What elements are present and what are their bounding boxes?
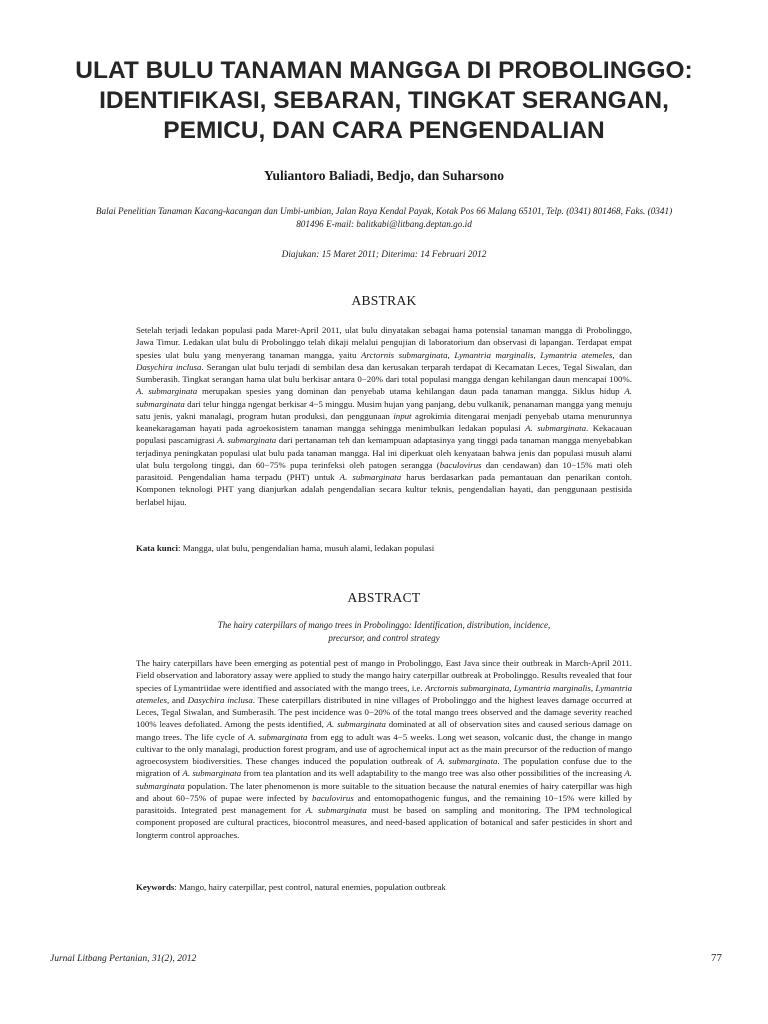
abstrak-heading: ABSTRAK [351,293,417,308]
page-number: 77 [711,952,722,964]
keywords-label: Kata kunci [136,543,179,553]
keywords-list: : Mango, hairy caterpillar, pest control, natural enemies, population outbreak [174,882,446,892]
keywords-label: Keywords [136,882,175,892]
keywords-en [136,881,632,893]
abstract-heading: ABSTRACT [347,590,421,605]
journal-citation: Jurnal Litbang Pertanian, 31(2), 2012 [50,954,197,964]
affiliation-line: Balai Penelitian Tanaman Kacang-kacangan dan Umbi-umbian, Jalan Raya Kendal Payak, Kotak Pos 66 Malang 65101, Telp. (0341) 801468, Faks. (0341) [95,206,673,216]
authors: Yuliantoro Baliadi, Bedjo, dan Suharsono [263,168,505,183]
english-title [136,619,632,644]
title-line: PEMICU, DAN CARA PENGENDALIAN [163,117,605,144]
english-title-line: The hairy caterpillars of mango trees in Probolinggo: Identification, distribution, incidence, [217,620,551,630]
affiliation-line: 801496 E-mail: balitkabi@litbang.deptan.go.id [296,219,472,229]
abstract-body: The hairy caterpillars have been emerging as potential pest of mango in Probolinggo, East Java since their outbreak in March-April 2011. Field observation and laboratory assay were applied to study the mango hairy caterpillar outbreak at Probolinggo. Results revealed that four species of Lymantriidae were identified and associated with the mango trees, i.e. Arctornis submarginata, Lymantria marginalis, Lymantria atemeles, and Dasychira inclusa. These caterpillars distributed in nine villages of Probolinggo and the highest leaves damage occurred at Leces, Tegal Siwalan, and Sumberasih. The pest incidence was 0−20% of the total mango trees observed and the damage severity reached 100% leaves defoliated. Among the pests identified, A. submarginata dominated at all of observation sites and caused serious damage on mango trees. The life cycle of A. submarginata from egg to adult was 4−5 weeks. Long wet season, volcanic dust, the change in mango cultivar to the only manalagi, production forest program, and use of agrochemical input act as the main precursor of the reduction of mango agroecosystem biodiversities. These changes induced the population outbreak of A. submarginata. The population confuse due to the migration of A. submarginata from tea plantation and its well adaptability to the mango tree was also other possibilities of the increasing A. submarginata population. The later phenomenon is more suitable to the situation because the natural enemies of hairy caterpillar was high and about 60−75% of pupae were infected by baculovirus and entomopathogenic fungus, and the remaining 10−15% were killed by parasitoids. Integrated pest management for A. submarginata must be based on sampling and monitoring. The IPM technological component proposed are cultural practices, biocontrol measures, and need-based application of botanical and safer pesticides in short and longterm control approaches. [136,658,633,840]
submission-dates: Diajukan: 15 Maret 2011; Diterima: 14 Februari 2012 [281,250,487,260]
paper-title [40,56,728,146]
abstrak-body: Setelah terjadi ledakan populasi pada Maret-April 2011, ulat bulu dinyatakan sebagai hama potensial tanaman mangga di Probolinggo, Jawa Timur. Ledakan ulat bulu di Probolinggo telah dikaji melalui pengujian di laboratorium dan observasi di lapangan. Terdapat empat spesies ulat bulu yang menyerang tanaman mangga, yaitu Arctornis submarginata, Lymantria marginalis, Lymantria atemeles, dan Dasychira inclusa. Serangan ulat bulu terjadi di sembilan desa dan kerusakan terparah terdapat di Kecamatan Leces, Tegal Siwalan, dan Sumberasih. Tingkat serangan hama ulat bulu berkisar antara 0−20% dari total populasi mangga dengan kehilangan daun mencapai 100%. A. submarginata merupakan spesies yang dominan dan penyebab utama kehilangan daun pada tanaman mangga. Siklus hidup A. submarginata dari telur hingga ngengat berkisar 4−5 minggu. Musim hujan yang panjang, debu vulkanik, penanaman mangga yang menuju satu jenis, yakni manalagi, program hutan produksi, dan penggunaan input agrokimia ditengarai menjadi penyebab utama menurunnya keanekaragaman hayati pada agroekosistem tanaman mangga sehingga menimbulkan ledakan populasi A. submarginata. Kekacauan populasi pascamigrasi A. submarginata dari pertanaman teh dan kemampuan adaptasinya yang tinggi pada tanaman mangga menyebabkan terjadinya peningkatan populasi ulat bulu pada tanaman mangga. Hal ini diperkuat oleh kenyataan bahwa jenis dan populasi musuh alami ulat bulu tergolong tinggi, dan 60−75% pupa terinfeksi oleh patogen serangga (baculovirus dan cendawan) dan 10−15% mati oleh parasitoid. Pengendalian hama terpadu (PHT) untuk A. submarginata harus berdasarkan pada pemantauan dan penarikan contoh. Komponen teknologi PHT yang dianjurkan adalah pengendalian secara kultur teknis, pengendalian hayati, dan penggunaan pestisida berlabel hijau. [136,325,633,507]
affiliation [60,205,708,231]
title-line: ULAT BULU TANAMAN MANGGA DI PROBOLINGGO: [75,57,693,84]
title-line: IDENTIFIKASI, SEBARAN, TINGKAT SERANGAN, [99,87,669,114]
keywords-list: : Mangga, ulat bulu, pengendalian hama, musuh alami, ledakan populasi [178,543,435,553]
english-title-line: precursor, and control strategy [328,632,440,643]
kata-kunci [136,542,632,554]
